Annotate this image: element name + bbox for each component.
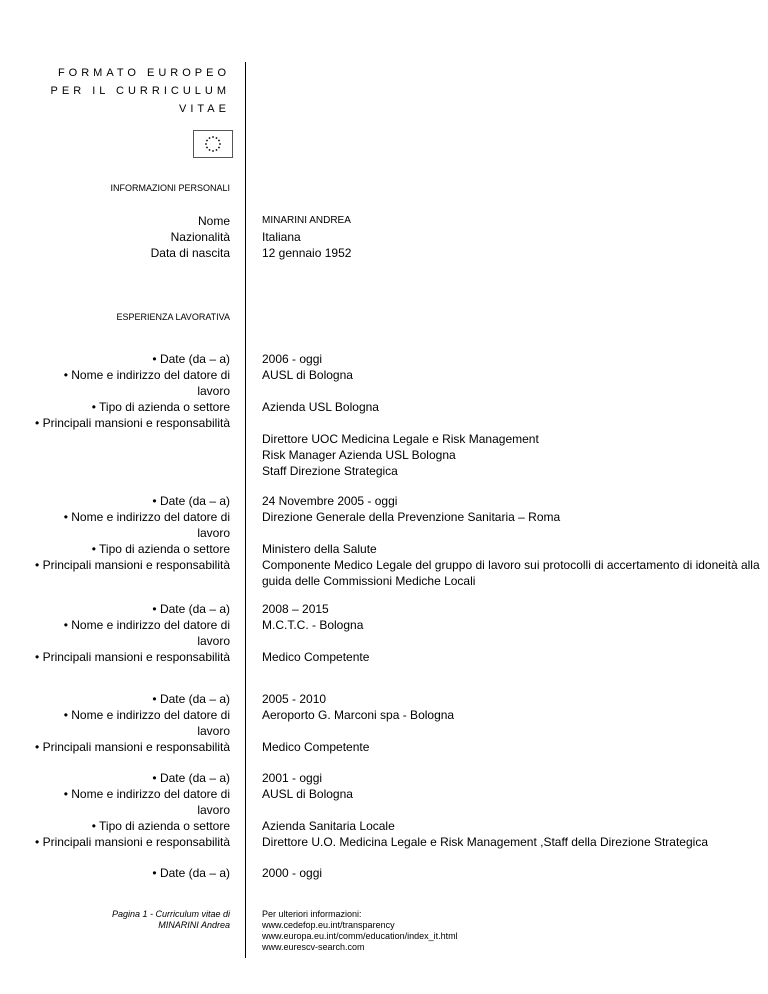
label-nationality: Nazionalità [170,230,230,244]
title-line-2: PER IL CURRICULUM [50,85,230,97]
label-employer: lavoro [197,634,230,648]
person-birth: 12 gennaio 1952 [262,246,352,260]
label-employer: lavoro [197,803,230,817]
label-duties: • Principali mansioni e responsabilità [35,650,230,664]
entry-duty: Staff Direzione Strategica [262,464,398,478]
footer-page-label: Pagina 1 - Curriculum vitae di [111,909,230,919]
entry-duty: Componente Medico Legale del gruppo di lavoro sui protocolli di accertamento di idoneità alla [262,558,760,572]
label-duties: • Principali mansioni e responsabilità [35,416,230,430]
label-name: Nome [197,214,230,228]
label-type: • Tipo di azienda o settore [91,400,230,414]
entry-employer: M.C.T.C. - Bologna [262,618,364,632]
entry-employer: AUSL di Bologna [262,368,353,382]
entry-date: 2006 - oggi [262,352,323,366]
entry-employer: AUSL di Bologna [262,787,353,801]
label-employer: lavoro [197,384,230,398]
entry-employer: Aeroporto G. Marconi spa - Bologna [262,708,455,722]
footer-link[interactable]: www.eurescv-search.com [262,942,365,952]
entry-duty: Direttore UOC Medicina Legale e Risk Management [262,432,539,446]
footer-link[interactable]: www.europa.eu.int/comm/education/index_it.html [262,931,458,941]
title-line-1: FORMATO EUROPEO [57,67,230,79]
label-date: • Date (da – a) [152,352,230,366]
entry-employer: Direzione Generale della Prevenzione Sanitaria – Roma [262,510,561,524]
entry-duty: Direttore U.O. Medicina Legale e Risk Management ,Staff della Direzione Strategica [262,835,708,849]
label-date: • Date (da – a) [152,771,230,785]
label-date: • Date (da – a) [152,692,230,706]
footer-link[interactable]: www.cedefop.eu.int/transparency [262,920,395,930]
entry-duty: Medico Competente [262,740,370,754]
entry-duty: Risk Manager Azienda USL Bologna [262,448,456,462]
section-experience-title: ESPERIENZA LAVORATIVA [116,312,230,322]
label-duties: • Principali mansioni e responsabilità [35,558,230,572]
column-divider [245,62,246,958]
entry-date: 2001 - oggi [262,771,323,785]
label-type: • Tipo di azienda o settore [91,819,230,833]
label-employer: • Nome e indirizzo del datore di [63,618,230,632]
title-line-3: VITAE [179,103,230,115]
label-duties: • Principali mansioni e responsabilità [35,740,230,754]
label-birth: Data di nascita [150,246,230,260]
label-employer: • Nome e indirizzo del datore di [63,708,230,722]
label-employer: • Nome e indirizzo del datore di [63,787,230,801]
label-employer: lavoro [197,724,230,738]
entry-date: 2005 - 2010 [262,692,327,706]
entry-duty: guida delle Commissioni Mediche Locali [262,574,476,588]
entry-type: Azienda Sanitaria Locale [262,819,395,833]
person-name: MINARINI ANDREA [262,215,351,226]
entry-date: 24 Novembre 2005 - oggi [262,494,398,508]
label-duties: • Principali mansioni e responsabilità [35,835,230,849]
label-employer: • Nome e indirizzo del datore di [63,368,230,382]
entry-duty: Medico Competente [262,650,370,664]
entry-date: 2000 - oggi [262,866,323,880]
label-date: • Date (da – a) [152,494,230,508]
footer-info-label: Per ulteriori informazioni: [262,909,362,919]
label-date: • Date (da – a) [152,602,230,616]
label-date: • Date (da – a) [152,866,230,880]
section-personal-title: INFORMAZIONI PERSONALI [110,183,230,193]
label-employer: lavoro [197,526,230,540]
entry-date: 2008 – 2015 [262,602,329,616]
person-nationality: Italiana [262,230,301,244]
label-employer: • Nome e indirizzo del datore di [63,510,230,524]
eu-flag-icon [193,130,233,158]
footer-page-owner: MINARINI Andrea [158,920,230,930]
label-type: • Tipo di azienda o settore [91,542,230,556]
entry-type: Azienda USL Bologna [262,400,379,414]
entry-type: Ministero della Salute [262,542,377,556]
